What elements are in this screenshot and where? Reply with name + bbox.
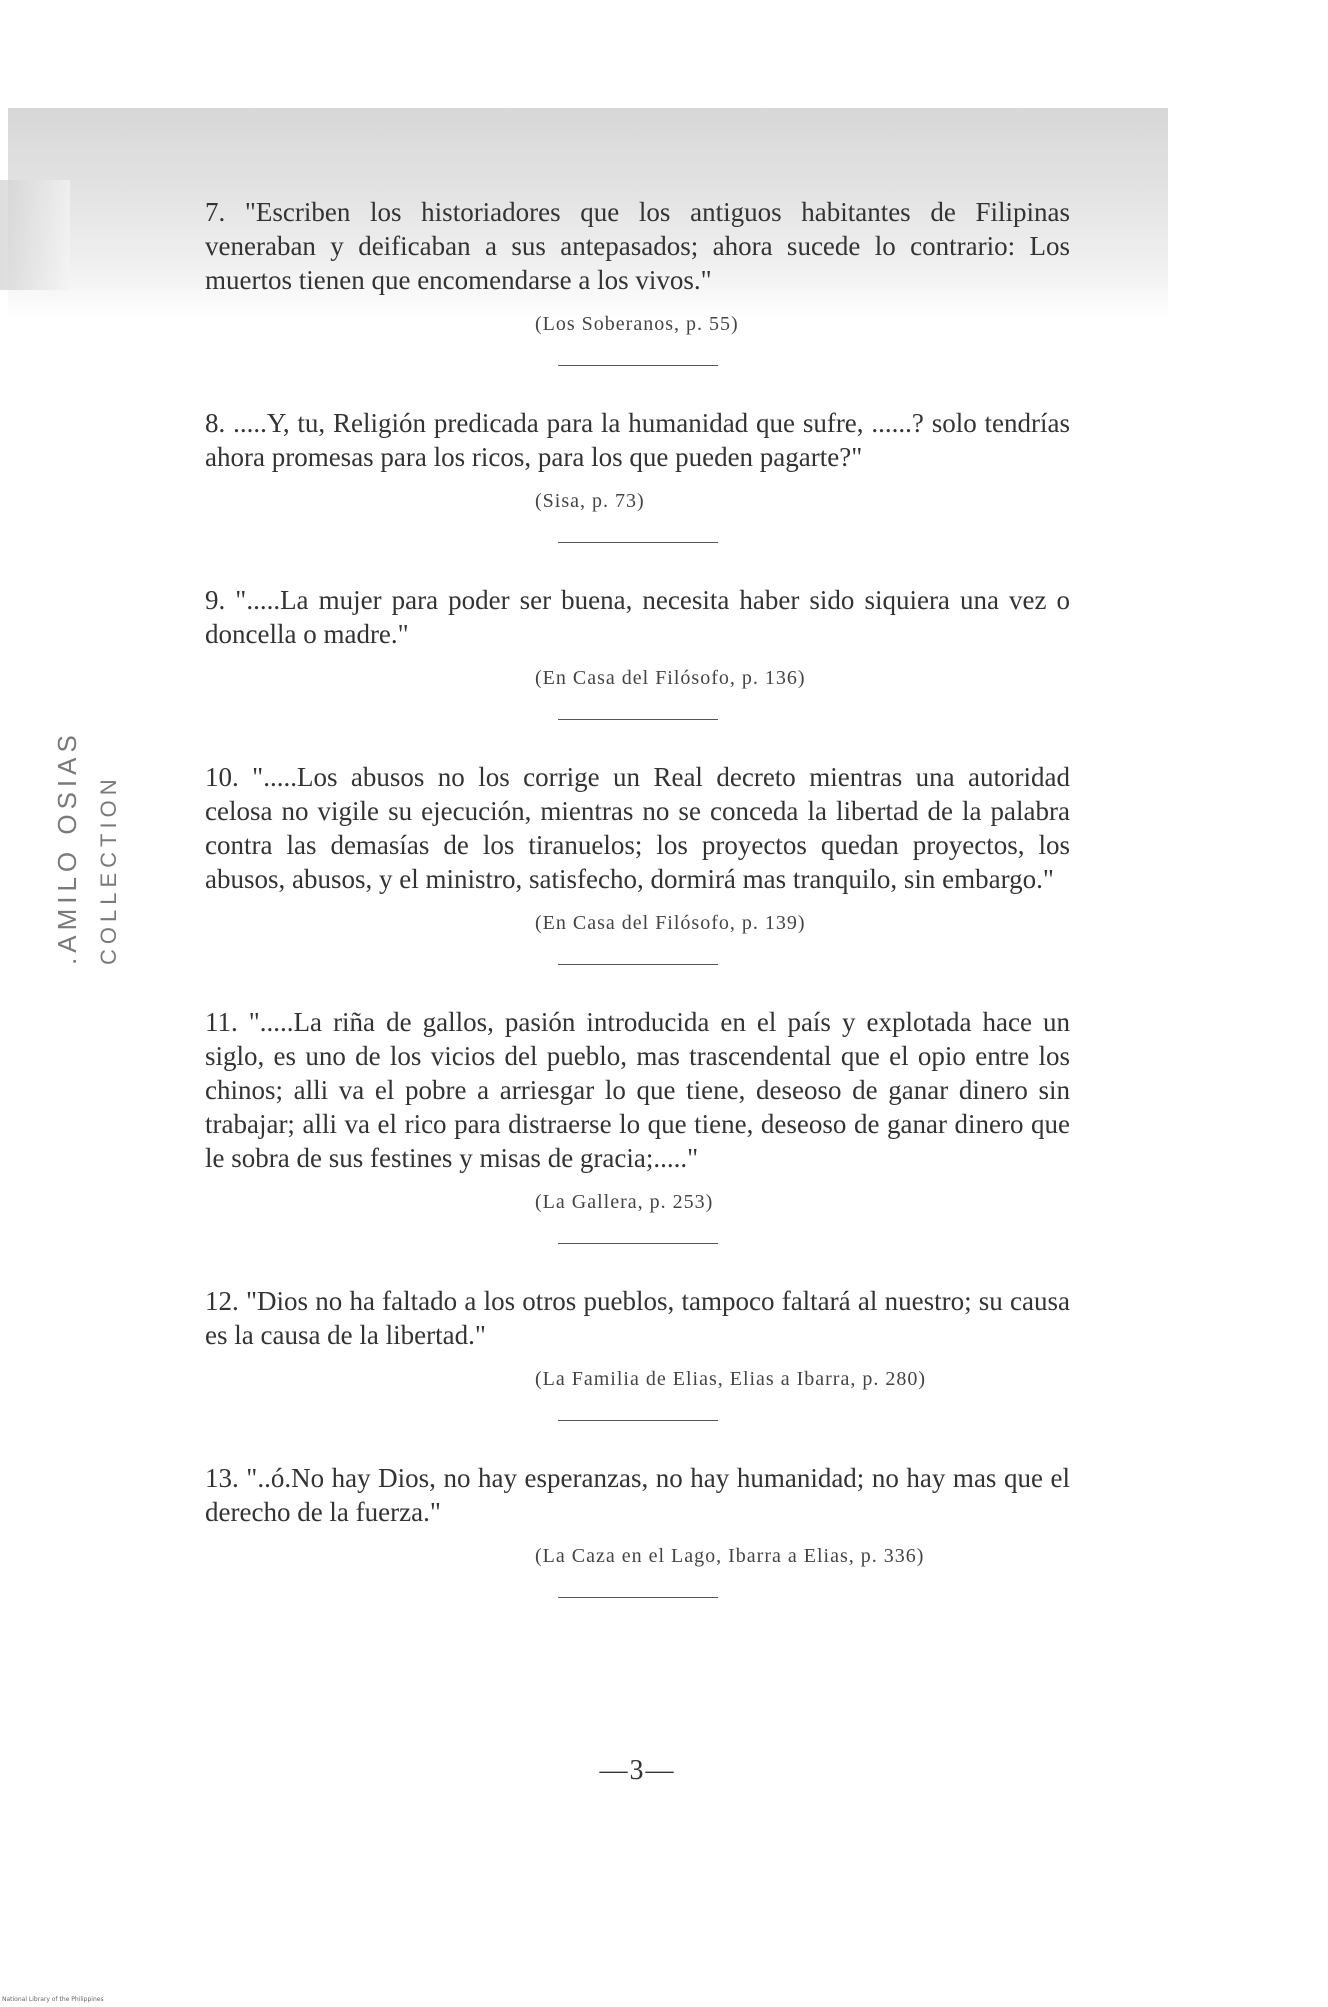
quote-entry-8: [205, 406, 1070, 514]
quote-citation: (La Familia de Elias, Elias a Ibarra, p. 280): [535, 1368, 926, 1390]
quote-entry-12: [205, 1284, 1070, 1392]
stamp-line-2: COLLECTION: [96, 774, 121, 965]
document-page: [205, 195, 1070, 1786]
stamp-line-1: .AMILO OSIAS: [52, 730, 82, 965]
quote-entry-7: [205, 195, 1070, 337]
divider-rule: [558, 1597, 718, 1598]
quote-text: 8. .....Y, tu, Religión predicada para la humanidad que sufre, ......? solo tendrías ahora promesas para los ricos, para los que pueden pagarte?": [205, 408, 1070, 472]
quote-citation: (En Casa del Filósofo, p. 136): [535, 667, 806, 689]
quote-text: 9. ".....La mujer para poder ser buena, necesita haber sido siquiera una vez o doncella o madre.": [205, 585, 1070, 649]
divider-rule: [558, 1420, 718, 1421]
footer-credit: National Library of the Philippines: [2, 1996, 104, 2003]
quote-text: 7. "Escriben los historiadores que los antiguos habitantes de Filipinas veneraban y deificaban a sus antepasados; ahora sucede lo contrario: Los muertos tienen que encomendarse a los vivos.": [205, 197, 1070, 295]
quote-citation: (En Casa del Filósofo, p. 139): [535, 912, 806, 934]
quote-citation: (La Gallera, p. 253): [535, 1191, 714, 1213]
quote-text: 12. "Dios no ha faltado a los otros pueblos, tampoco faltará al nuestro; su causa es la causa de la libertad.": [205, 1286, 1070, 1350]
quote-text: 11. ".....La riña de gallos, pasión introducida en el país y explotada hace un siglo, es uno de los vicios del pueblo, mas trascendental que el opio entre los chinos; alli va el pobre a arriesgar lo que tiene, deseoso de ganar dinero sin trabajar; alli va el rico para distraerse lo que tiene, deseoso de ganar dinero que le sobra de sus festines y misas de gracia;.....": [205, 1007, 1070, 1173]
divider-rule: [558, 964, 718, 965]
quote-citation: (Los Soberanos, p. 55): [535, 313, 739, 335]
divider-rule: [558, 365, 718, 366]
quote-entry-11: [205, 1005, 1070, 1215]
quote-text: 13. "..ó.No hay Dios, no hay esperanzas, no hay humanidad; no hay mas que el derecho de la fuerza.": [205, 1463, 1070, 1527]
quote-entry-13: [205, 1461, 1070, 1569]
divider-rule: [558, 542, 718, 543]
divider-rule: [558, 1243, 718, 1244]
divider-rule: [558, 719, 718, 720]
quote-text: 10. ".....Los abusos no los corrige un Real decreto mientras una autoridad celosa no vigile su ejecución, mientras no se conceda la libertad de la palabra contra las demasías de los tiranuelos; los proyectos quedan proyectos, los abusos, abusos, y el ministro, satisfecho, dormirá mas tranquilo, sin embargo.": [205, 762, 1070, 894]
scan-edge-shadow: [0, 180, 70, 290]
page-number: —3—: [599, 1755, 676, 1786]
quote-citation: (Sisa, p. 73): [535, 490, 645, 512]
quote-citation: (La Caza en el Lago, Ibarra a Elias, p. 336): [535, 1545, 925, 1567]
quote-entry-9: [205, 583, 1070, 691]
collection-stamp: [48, 730, 138, 965]
quote-entry-10: [205, 760, 1070, 936]
